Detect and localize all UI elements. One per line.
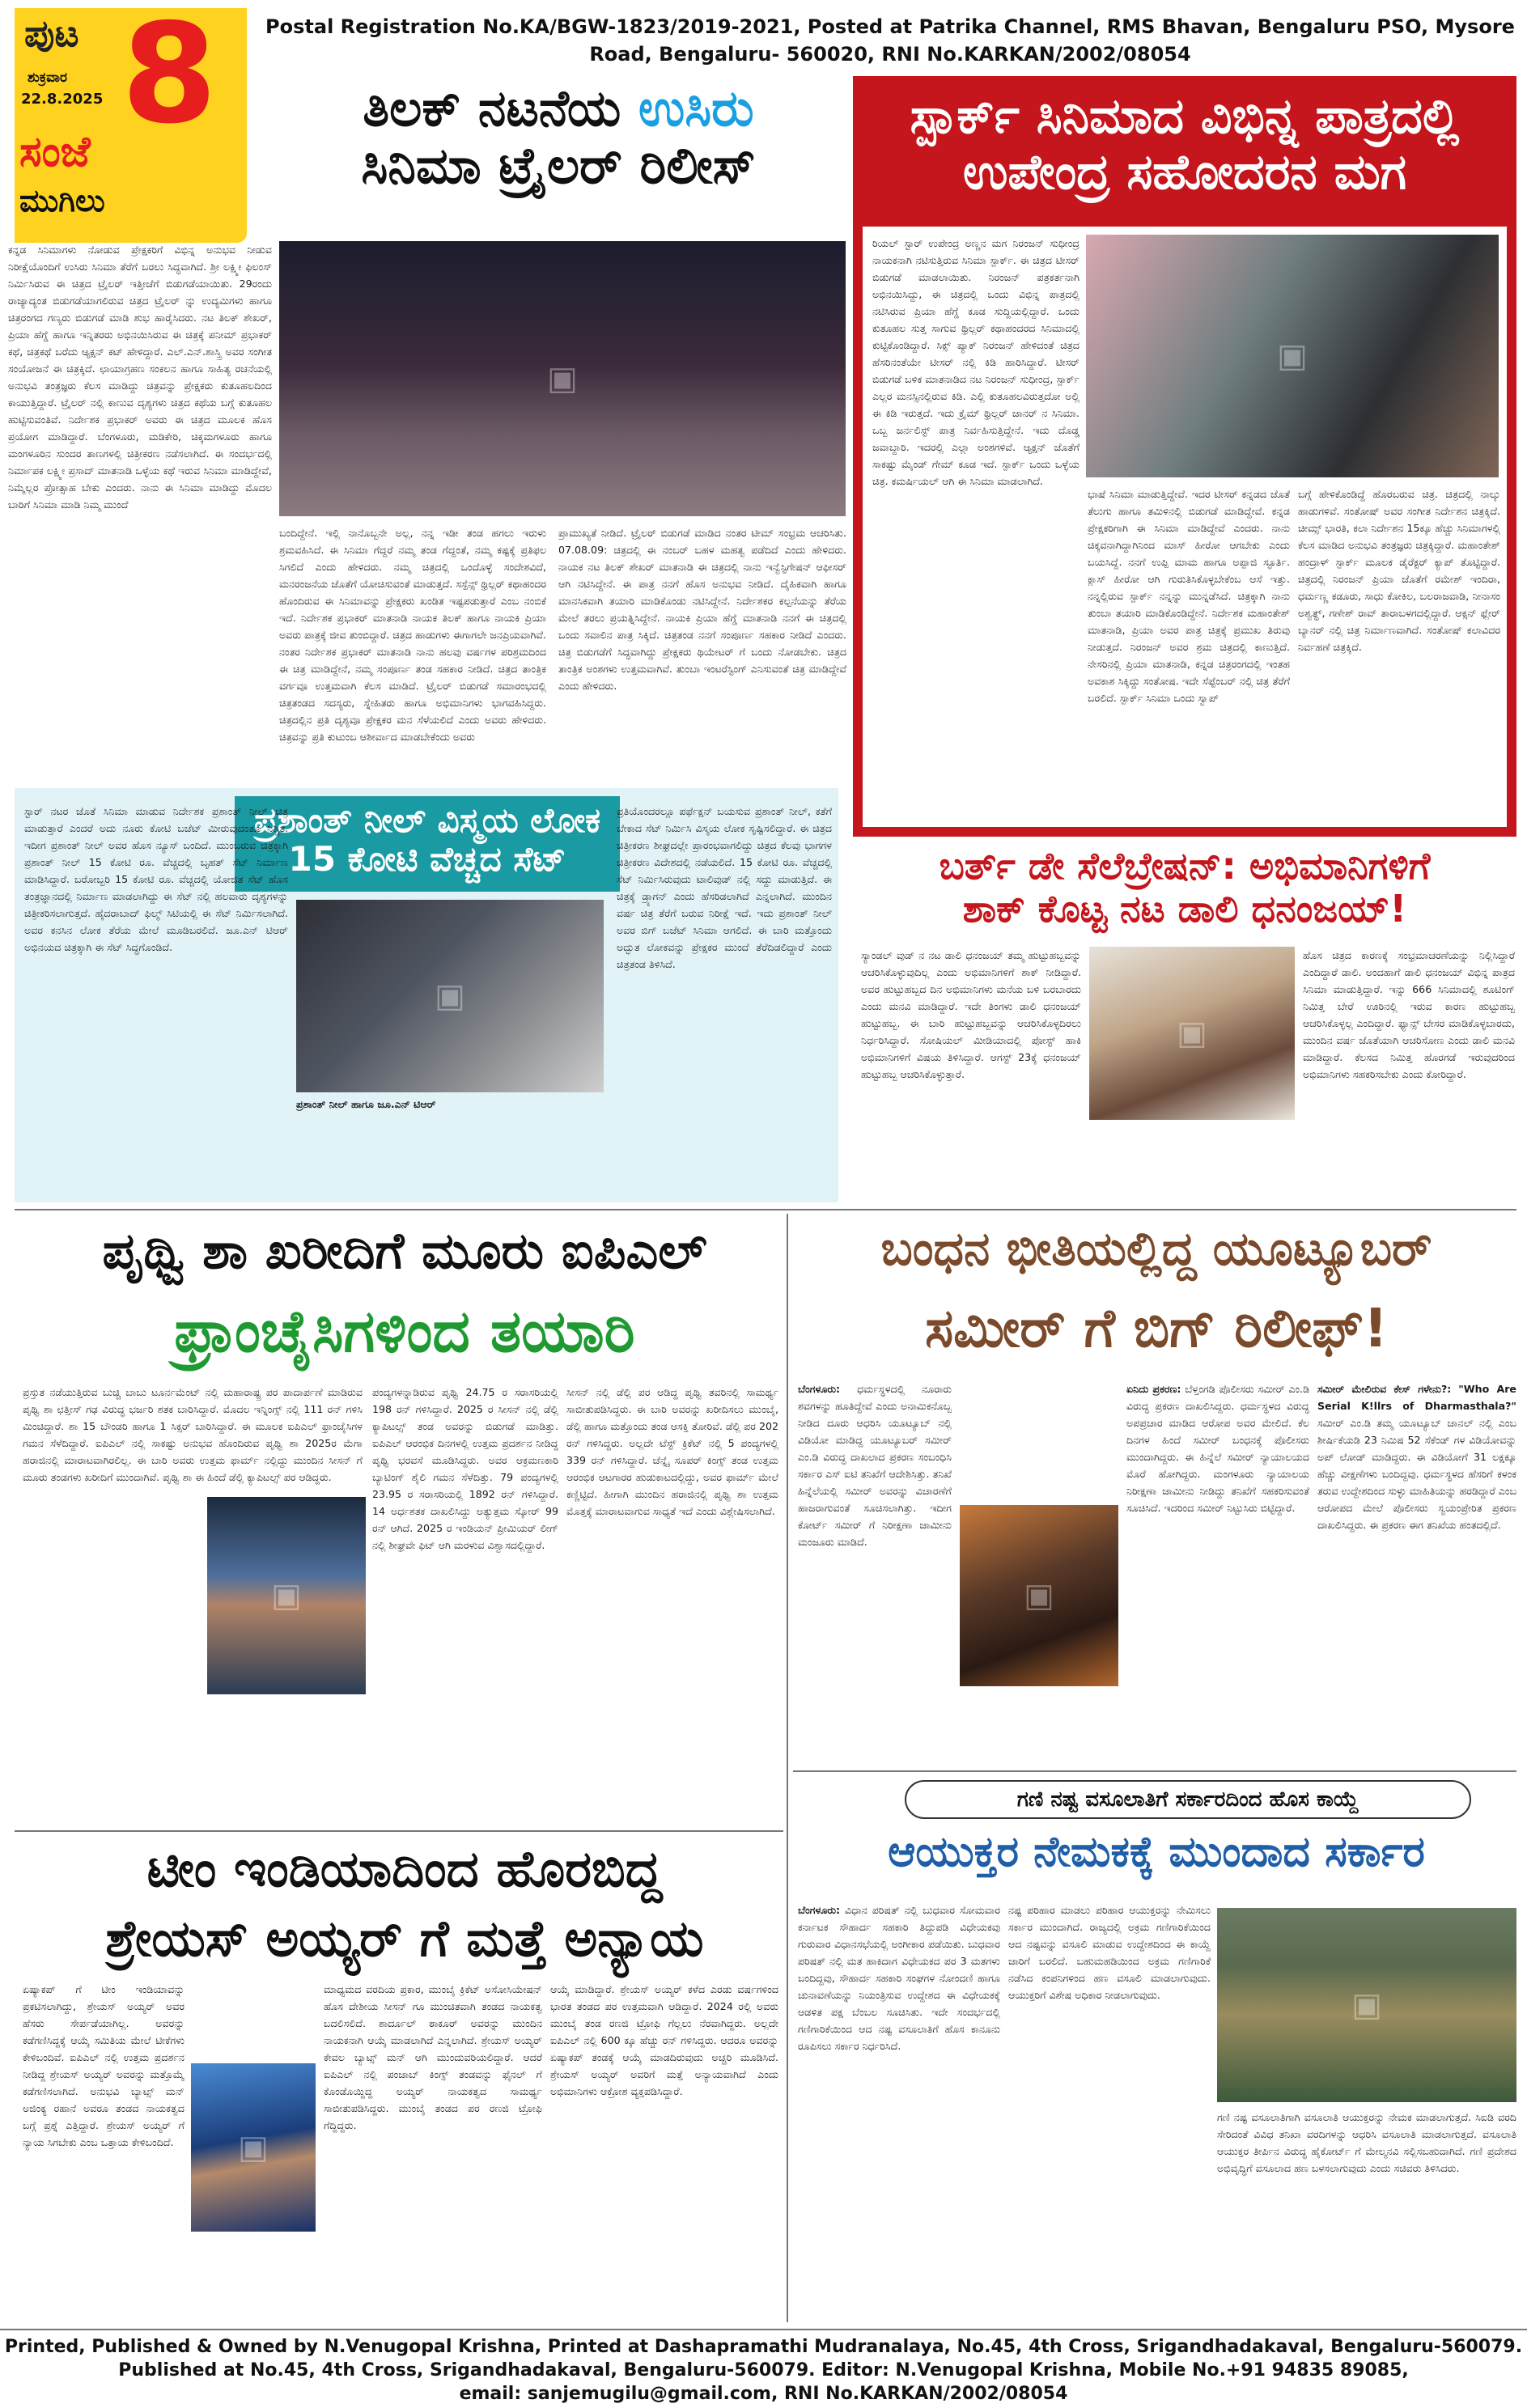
- sameer-headline-line1: ಬಂಧನ ಭೀತಿಯಲ್ಲಿದ್ದ ಯೂಟ್ಯೂಬರ್: [880, 1221, 1432, 1276]
- birthday-headline-line2: ಶಾಕ್ ಕೊಟ್ಟ ನಟ ಡಾಲಿ ಧನಂಜಯ್!: [962, 886, 1407, 931]
- spark-col1: ರಿಯಲ್ ಸ್ಟಾರ್ ಉಪೇಂದ್ರ ಅಣ್ಣನ ಮಗ ನಿರಂಜನ್ ಸುಧೀಂದ್ರ ನಾಯಕನಾಗಿ ನಟಿಸುತ್ತಿರುವ ಸಿನಿಮಾ ಸ್ಪಾರ್ಕ್. ಈ ಚಿತ್ರದ ಟೀಸರ್ ಬಿಡುಗಡೆ ಮಾಡಲಾಯಿತು. ನಿರಂಜನ್ ಪತ್ರಕರ್ತನಾಗಿ ಅಭಿನಯಿಸಿದ್ದು, ಈ ಚಿತ್ರದಲ್ಲಿ ಒಂದು ವಿಭಿನ್ನ ಪಾತ್ರದಲ್ಲಿ ನಟಿಸಿರುವ ಪ್ರಿಯಾ ಹೆಗ್ಡೆ ಕೂಡ ಸುದ್ದಿಯಲ್ಲಿದ್ದಾರೆ. ಒಂದು ಕುತೂಹಲ ಸುತ್ತ ಸಾಗುವ ಥ್ರಿಲ್ಲರ್ ಕಥಾಹಂದರದ ಸಿನಿಮಾದಲ್ಲಿ ಕುಟ್ಟಿಕೊಂಡಿದ್ದಾರೆ. ಸಿಕ್ಸ್ ಪ್ಯಾಕ್ ನಿರಂಜನ್ ಹೇಳಿದಂತೆ ಚಿತ್ರದ ಹೆಸರಿನಂತೆಯೇ ಟೀಸರ್ ನಲ್ಲಿ ಕಿಡಿ ಹಾರಿಸಿದ್ದಾರೆ. ಟೀಸರ್ ಬಿಡುಗಡೆ ಬಳಿಕ ಮಾತನಾಡಿದ ನಟ ನಿರಂಜನ್ ಸುಧೀಂದ್ರ, ಸ್ಪಾರ್ಕ್ ಎಲ್ಲರ ಮನಸ್ಸಿನಲ್ಲಿರುವ ಕಿಡಿ. ಎಲ್ಲಿ ಕುತೂಹಲವಿರುತ್ತದೋ ಅಲ್ಲಿ ಈ ಕಿಡಿ ಇರುತ್ತದೆ. ಇದು ಕ್ರೈಮ್ ಥ್ರಿಲ್ಲರ್ ಜಾನರ್ ನ ಸಿನಿಮಾ. ಒಬ್ಬ ಜರ್ನಲಿಸ್ಟ್ ಪಾತ್ರ ನಿರ್ವಹಿಸುತ್ತಿದ್ದೇನೆ. ಇದು ದೊಡ್ಡ ಜವಾಬ್ದಾರಿ. ಇದರಲ್ಲಿ ಎಲ್ಲಾ ಅಂಶಗಳಿವೆ. ಆ್ಯಕ್ಷನ್ ಜೊತೆಗೆ ಸಾಕಷ್ಟು ಮೈಂಡ್ ಗೇಮ್ ಕೂಡ ಇದೆ. ಸ್ಪಾರ್ಕ್ ಒಂದು ಒಳ್ಳೆಯ ಚಿತ್ರ. ಕಮರ್ಷಿಯಲ್ ಆಗಿ ಈ ಸಿನಿಮಾ ಮಾಡಲಾಗಿದೆ.: [872, 237, 1080, 487]
- footer-line3: email: sanjemugilu@gmail.com, RNI No.KARKAN/2002/08054: [459, 2384, 1068, 2404]
- prashanth-col1: ಸ್ಟಾರ್ ನಟರ ಜೊತೆ ಸಿನಿಮಾ ಮಾಡುವ ನಿರ್ದೇಶಕ ಪ್ರಶಾಂತ್ ನೀಲ್ ಚಿತ್ರ ಮಾಡುತ್ತಾರೆ ಎಂದರೆ ಅದು ನೂರು ಕೋಟಿ ಬಜೆಟ್ ಮೀರುವುದಂತೂ ನಿಶ್ಚಿತ. ಇದೀಗ ಪ್ರಶಾಂತ್ ನೀಲ್ ಅವರ ಹೊಸ ನ್ಯೂಸ್ ಬಂದಿದೆ. ಮುಂಬರುವ ಚಿತ್ರಕ್ಕಾಗಿ ಪ್ರಶಾಂತ್ ನೀಲ್ 15 ಕೋಟಿ ರೂ. ವೆಚ್ಚದಲ್ಲಿ ಬೃಹತ್ ಸೆಟ್ ನಿರ್ಮಾಣ ಮಾಡಿಸಿದ್ದಾರೆ. ಬರೋಬ್ಬರಿ 15 ಕೋಟಿ ರೂ. ವೆಚ್ಚದಲ್ಲಿ ಯೋಜಿತ ಸೆಟ್ ಹೊಸ ತಂತ್ರಜ್ಞಾನದಲ್ಲಿ ನಿರ್ಮಾಣ ಮಾಡಲಾಗಿದ್ದು ಈ ಸೆಟ್ ನಲ್ಲಿ ಹಲವಾರು ದೃಶ್ಯಗಳನ್ನು ಚಿತ್ರೀಕರಿಸಲಾಗುತ್ತದೆ. ಹೈದರಾಬಾದ್ ಫಿಲ್ಮ್ ಸಿಟಿಯಲ್ಲಿ ಈ ಸೆಟ್ ನಿರ್ಮಿಸಲಾಗಿದೆ. ಅವರ ಕನಸಿನ ಲೋಕ ತೆರೆಯ ಮೇಲೆ ಮೂಡಿಬರಲಿದೆ. ಜೂ.ಎನ್ ಟಿಆರ್ ಅಭಿನಯದ ಚಿತ್ರಕ್ಕಾಗಿ ಈ ಸೆಟ್ ಸಿದ್ಧಗೊಂಡಿದೆ.: [24, 805, 288, 953]
- prashanth-photo: [296, 900, 604, 1092]
- spark-col2: ಭಾಷೆ ಸಿನಿಮಾ ಮಾಡುತ್ತಿದ್ದೇವೆ. ಇದರ ಟೀಸರ್ ಕನ್ನಡದ ಜೊತೆ ತೆಲುಗು ಹಾಗೂ ತಮಿಳಿನಲ್ಲಿ ಬಿಡುಗಡೆ ಮಾಡಿದ್ದೇವೆ. ಕನ್ನಡ ಪ್ರೇಕ್ಷಕರಿಗಾಗಿ ಈ ಸಿನಿಮಾ ಮಾಡಿದ್ದೇವೆ ಎಂದರು. ನಾನು ಚಿಕ್ಕವನಾಗಿದ್ದಾಗಿನಿಂದ ಮಾಸ್ ಹೀರೋ ಆಗಬೇಕು ಎಂದು ಬಯಸಿದ್ದೆ. ನನಗೆ ಉಪ್ಪಿ ಮಾಮ ಹಾಗೂ ಅಪ್ಪಾಜಿ ಸ್ಫೂರ್ತಿ. ಕ್ಲಾಸ್ ಹೀರೋ ಆಗಿ ಗುರುತಿಸಿಕೊಳ್ಳಬೇಕೆಂಬ ಆಸೆ ಇತ್ತು. ನನ್ನಲ್ಲಿರುವ ಸ್ಪಾರ್ಕ್ ನನ್ನನ್ನು ಮುನ್ನಡೆಸಿದೆ. ಚಿತ್ರಕ್ಕಾಗಿ ನಾನು ತುಂಬಾ ತಯಾರಿ ಮಾಡಿಕೊಂಡಿದ್ದೇನೆ. ನಿರ್ದೇಶಕ ಮಹಾಂತೇಶ್ ಮಾತನಾಡಿ, ಪ್ರಿಯಾ ಅವರ ಪಾತ್ರ ಚಿತ್ರಕ್ಕೆ ಪ್ರಮುಖ ತಿರುವು ನೀಡುತ್ತದೆ. ನಿರಂಜನ್ ಅವರ ಶ್ರಮ ಚಿತ್ರದಲ್ಲಿ ಕಾಣುತ್ತಿದೆ. ನೇಸರಿನಲ್ಲಿ ಪ್ರಿಯಾ ಮಾತನಾಡಿ, ಕನ್ನಡ ಚಿತ್ರರಂಗದಲ್ಲಿ ಇಂತಹ ಅವಕಾಶ ಸಿಕ್ಕಿದ್ದು ಸಂತೋಷ. ಇದೇ ಸೆಪ್ಟೆಂಬರ್ ನಲ್ಲಿ ಚಿತ್ರ ತೆರೆಗೆ ಬರಲಿದೆ. ಸ್ಪಾರ್ಕ್ ಸಿನಿಮಾ ಒಂದು ಸ್ವಾಪ್: [1088, 488, 1290, 704]
- ayukta-headline: ಆಯುಕ್ತರ ನೇಮಕಕ್ಕೆ ಮುಂದಾದ ಸರ್ಕಾರ: [888, 1828, 1425, 1876]
- prithvi-headline-line2: ಫ್ರಾಂಚೈಸಿಗಳಿಂದ ತಯಾರಿ: [174, 1297, 635, 1365]
- assembly-photo: [1217, 1908, 1516, 2102]
- thilak-headline-line2: ಸಿನಿಮಾ ಟ್ರೈಲರ್ ರಿಲೀಸ್: [361, 136, 756, 196]
- prashanth-headline: [235, 796, 620, 892]
- ayukta-col2: ನಷ್ಟ ಪರಿಹಾರ ಮಾಡಲು ಪರಿಹಾರ ಆಯುಕ್ತರನ್ನು ನೇಮಿಸಲು ಸರ್ಕಾರ ಮುಂದಾಗಿದೆ. ರಾಜ್ಯದಲ್ಲಿ ಅಕ್ರಮ ಗಣಿಗಾರಿಕೆಯಿಂದ ಆದ ನಷ್ಟವನ್ನು ವಸೂಲಿ ಮಾಡುವ ಉದ್ದೇಶದಿಂದ ಈ ಕಾಯ್ದೆ ಜಾರಿಗೆ ಬರಲಿದೆ. ಬಹುಮಹಡಿಯಿಂದ ಅಕ್ರಮ ಗಣಿಗಾರಿಕೆ ನಡೆಸಿದ ಕಂಪನಿಗಳಿಂದ ಹಣ ವಸೂಲಿ ಮಾಡಲಾಗುವುದು. ಆಯುಕ್ತರಿಗೆ ವಿಶೇಷ ಅಧಿಕಾರ ನೀಡಲಾಗುವುದು.: [1008, 1904, 1211, 2001]
- thilak-headline: [267, 79, 850, 195]
- page-label: ಪುಟ: [24, 11, 79, 55]
- birthday-headline: [853, 845, 1516, 931]
- sameer-col1-text: ಧರ್ಮಸ್ಥಳದಲ್ಲಿ ನೂರಾರು ಶವಗಳನ್ನು ಹೂತಿದ್ದೇವೆ ಎಂದು ಅನಾಮಿಕನೊಬ್ಬ ನೀಡಿದ ದೂರು ಆಧರಿಸಿ ಯೂಟ್ಯೂಬ್ ನಲ್ಲಿ ವಿಡಿಯೋ ಮಾಡಿದ್ದ ಯೂಟ್ಯೂಬರ್ ಸಮೀರ್ ಎಂ.ಡಿ ವಿರುದ್ಧ ದಾಖಲಾದ ಪ್ರಕರಣ ಸಂಬಂಧಿಸಿ ಸರ್ಕಾರ ಎಸ್ ಐಟಿ ತನಿಖೆಗೆ ಆದೇಶಿಸಿತ್ತು. ತನಿಖೆ ಹಿನ್ನೆಲೆಯಲ್ಲಿ ಸಮೀರ್ ಅವರನ್ನು ವಿಚಾರಣೆಗೆ ಹಾಜರಾಗುವಂತೆ ಸೂಚಿಸಲಾಗಿತ್ತು. ಇದೀಗ ಕೋರ್ಟ್ ಸಮೀರ್ ಗೆ ನಿರೀಕ್ಷಣಾ ಜಾಮೀನು ಮಂಜೂರು ಮಾಡಿದೆ.: [798, 1383, 952, 1548]
- prithvi-col1: ಪ್ರಸ್ತುತ ನಡೆಯುತ್ತಿರುವ ಬುಚ್ಚಿ ಬಾಬು ಟೂರ್ನಮೆಂಟ್ ನಲ್ಲಿ ಮಹಾರಾಷ್ಟ್ರ ಪರ ಪಾದಾರ್ಪಣೆ ಮಾಡಿರುವ ಪೃಥ್ವಿ ಶಾ ಛತ್ತೀಸ್ ಗಢ ವಿರುದ್ಧ ಭರ್ಜರಿ ಶತಕ ಬಾರಿಸಿದ್ದಾರೆ. ಮೊದಲ ಇನ್ನಿಂಗ್ಸ್ ನಲ್ಲಿ 111 ರನ್ ಗಳಿಸಿ ಮಿಂಚಿದ್ದಾರೆ. ಶಾ 15 ಬೌಂಡರಿ ಹಾಗೂ 1 ಸಿಕ್ಸರ್ ಬಾರಿಸಿದ್ದಾರೆ. ಈ ಮೂಲಕ ಐಪಿಎಲ್ ಫ್ರಾಂಚೈಸಿಗಳ ಗಮನ ಸೆಳೆದಿದ್ದಾರೆ. ಐಪಿಎಲ್ ನಲ್ಲಿ ಸಾಕಷ್ಟು ಅನುಭವ ಹೊಂದಿರುವ ಪೃಥ್ವಿ ಶಾ 2025ರ ಮೆಗಾ ಹರಾಜಿನಲ್ಲಿ ಮಾರಾಟವಾಗಿರಲಿಲ್ಲ. ಈ ಬಾರಿ ಅವರು ಉತ್ತಮ ಫಾರ್ಮ್ ನಲ್ಲಿದ್ದು ಮುಂದಿನ ಸೀಸನ್ ಗೆ ಮೂರು ತಂಡಗಳು ಖರೀದಿಗೆ ಮುಂದಾಗಿವೆ. ಪೃಥ್ವಿ ಶಾ ಈ ಹಿಂದೆ ಡೆಲ್ಲಿ ಕ್ಯಾಪಿಟಲ್ಸ್ ಪರ ಆಡಿದ್ದರು.: [23, 1386, 363, 1483]
- sameer-col2: [1126, 1380, 1309, 1766]
- footer-line1: Printed, Published & Owned by N.Venugopal Krishna, Printed at Dashapramathi Mudranalaya, No.45, 4th Cross, Srigandhadakaval, Bengaluru-560079.: [4, 2337, 1523, 2357]
- sameer-col1-continued: [960, 1691, 1118, 1766]
- director-photo-icon: ▣: [435, 977, 465, 1015]
- ayukta-col1: [798, 1901, 1000, 2322]
- divider-vertical-bottom: [787, 1214, 788, 2322]
- cast-photo-icon: ▣: [1277, 337, 1308, 375]
- divider-right-lower: [793, 1770, 1516, 1772]
- sameer-col3-dateline: ಸಮೀರ್ ಮೇಲಿರುವ ಕೇಸ್ ಗಳೇನು?:: [1317, 1383, 1452, 1395]
- thilak-col2: ಬಂದಿದ್ದೇನೆ. ಇಲ್ಲಿ ನಾನೊಬ್ಬನೇ ಅಲ್ಲ, ನನ್ನ ಇಡೀ ತಂಡ ಹಗಲು ಇರುಳು ಶ್ರಮವಹಿಸಿದೆ. ಈ ಸಿನಿಮಾ ಗೆದ್ದರೆ ನಮ್ಮ ತಂಡ ಗೆದ್ದಂತೆ, ನಮ್ಮ ಕಷ್ಟಕ್ಕೆ ಪ್ರತಿಫಲ ಸಿಗಲಿದೆ ಎಂದು ಹೇಳಿದರು. ನಮ್ಮ ಚಿತ್ರದಲ್ಲಿ ಒಂದೊಳ್ಳೆ ಸಂದೇಶವಿದೆ, ಮನರಂಜನೆಯ ಜೊತೆಗೆ ಯೋಚಿಸುವಂತೆ ಮಾಡುತ್ತದೆ. ಸಸ್ಪೆನ್ಸ್ ಥ್ರಿಲ್ಲರ್ ಕಥಾಹಂದರ ಹೊಂದಿರುವ ಈ ಸಿನಿಮಾವನ್ನು ಪ್ರೇಕ್ಷಕರು ಖಂಡಿತ ಇಷ್ಟಪಡುತ್ತಾರೆ ಎಂಬ ನಂಬಿಕೆ ಇದೆ. ನಿರ್ದೇಶಕ ಪ್ರಭಾಕರ್ ಮಾತನಾಡಿ ನಾಯಕ ತಿಲಕ್ ಹಾಗೂ ನಾಯಕಿ ಪ್ರಿಯಾ ಅವರು ಪಾತ್ರಕ್ಕೆ ಜೀವ ತುಂಬಿದ್ದಾರೆ. ಚಿತ್ರದ ಹಾಡುಗಳು ಈಗಾಗಲೇ ಜನಪ್ರಿಯವಾಗಿವೆ. ನಂತರ ನಿರ್ದೇಶಕ ಪ್ರಭಾಕರ್ ಮಾತನಾಡಿ ನಾನು ಹಲವು ವರ್ಷಗಳ ಪರಿಶ್ರಮದಿಂದ ಈ ಚಿತ್ರ ಮಾಡಿದ್ದೇನೆ, ನಮ್ಮ ಸಂಪೂರ್ಣ ತಂಡ ಸಹಕಾರ ನೀಡಿದೆ. ಚಿತ್ರದ ತಾಂತ್ರಿಕ ವರ್ಗವೂ ಉತ್ತಮವಾಗಿ ಕೆಲಸ ಮಾಡಿದೆ. ಟ್ರೈಲರ್ ಬಿಡುಗಡೆ ಸಮಾರಂಭದಲ್ಲಿ ಚಿತ್ರತಂಡದ ಸದಸ್ಯರು, ಸ್ನೇಹಿತರು ಹಾಗೂ ಅಭಿಮಾನಿಗಳು ಭಾಗವಹಿಸಿದ್ದರು. ಚಿತ್ರದಲ್ಲಿನ ಪ್ರತಿ ದೃಶ್ಯವೂ ಪ್ರೇಕ್ಷಕರ ಮನ ಸೆಳೆಯಲಿದೆ ಎಂದು ಅವರು ಹೇಳಿದರು. ಚಿತ್ರವನ್ನು ಪ್ರತಿ ಕುಟುಂಬ ಆಶೀರ್ವಾದ ಮಾಡಬೇಕೆಂದು ಅವರು: [279, 527, 546, 743]
- shreyas-col1: ಏಷ್ಯಾಕಪ್ ಗೆ ಟೀಂ ಇಂಡಿಯಾವನ್ನು ಪ್ರಕಟಿಸಲಾಗಿದ್ದು, ಶ್ರೇಯಸ್ ಅಯ್ಯರ್ ಅವರ ಹೆಸರು ಸೇರ್ಪಡೆಯಾಗಿಲ್ಲ. ಅವರನ್ನು ಕಡೆಗಣಿಸಿದ್ದಕ್ಕೆ ಆಯ್ಕೆ ಸಮಿತಿಯ ಮೇಲೆ ಟೀಕೆಗಳು ಕೇಳಿಬಂದಿವೆ. ಐಪಿಎಲ್ ನಲ್ಲಿ ಉತ್ತಮ ಪ್ರದರ್ಶನ ನೀಡಿದ್ದ ಶ್ರೇಯಸ್ ಅಯ್ಯರ್ ಅವರನ್ನು ಮತ್ತೊಮ್ಮೆ ಕಡೆಗಣಿಸಲಾಗಿದೆ. ಅನುಭವಿ ಬ್ಯಾಟ್ಸ್ ಮನ್ ಅಜಿಂಕ್ಯ ರಹಾನೆ ಅವರೂ ತಂಡದ ನಾಯಕತ್ವದ ಬಗ್ಗೆ ಪ್ರಶ್ನೆ ಎತ್ತಿದ್ದಾರೆ. ಶ್ರೇಯಸ್ ಅಯ್ಯರ್ ಗೆ ನ್ಯಾಯ ಸಿಗಬೇಕು ಎಂಬ ಒತ್ತಾಯ ಕೇಳಿಬಂದಿದೆ.: [23, 1983, 185, 2148]
- ayukta-col1-text: ವಿಧಾನ ಪರಿಷತ್ ನಲ್ಲಿ ಬುಧವಾರ ಸೋಮವಾರ ಕರ್ನಾಟಕ ಸೌಹಾರ್ದ ಸಹಕಾರಿ ತಿದ್ದುಪಡಿ ವಿಧೇಯಕವು ಗುರುವಾರ ವಿಧಾನಸಭೆಯಲ್ಲಿ ಅಂಗೀಕಾರ ಪಡೆಯಿತು. ಬುಧವಾರ ಪರಿಷತ್ ನಲ್ಲಿ ಮತ ಹಾಕಿದಾಗ ವಿಧೇಯಕದ ಪರ 3 ಮತಗಳು ಬಂದಿದ್ದವು, ಸೌಹಾರ್ದ ಸಹಕಾರಿ ಸಂಘಗಳ ನೋಂದಣಿ ಹಾಗೂ ಚುನಾವಣೆಯನ್ನು ನಿಯಂತ್ರಿಸುವ ಉದ್ದೇಶದ ಈ ವಿಧೇಯಕಕ್ಕೆ ಆಡಳಿತ ಪಕ್ಷ ಬೆಂಬಲ ಸೂಚಿಸಿತು. ಇದೇ ಸಂದರ್ಭದಲ್ಲಿ ಗಣಿಗಾರಿಕೆಯಿಂದ ಆದ ನಷ್ಟ ವಸೂಲಾತಿಗೆ ಹೊಸ ಕಾನೂನು ರೂಪಿಸಲು ಸರ್ಕಾರ ನಿರ್ಧರಿಸಿದೆ.: [798, 1904, 1000, 2052]
- actor-photo-icon: ▣: [1177, 1015, 1207, 1052]
- cricketer-photo-icon: ▣: [271, 1577, 302, 1614]
- ayukta-col1-dateline: ಬೆಂಗಳೂರು:: [798, 1904, 841, 1916]
- divider-left-lower: [15, 1830, 783, 1832]
- dhananjay-photo: [1089, 947, 1295, 1120]
- prashanth-caption: ಪ್ರಶಾಂತ್ ನೀಲ್ ಹಾಗೂ ಜೂ.ಎನ್ ಟಿಆರ್: [296, 1098, 436, 1110]
- film-photo-icon: ▣: [547, 360, 578, 397]
- prashanth-col2: ಪ್ರತಿಯೊಂದರಲ್ಲೂ ಪರ್ಫೆಕ್ಷನ್ ಬಯಸುವ ಪ್ರಶಾಂತ್ ನೀಲ್, ಕತೆಗೆ ಬೇಕಾದ ಸೆಟ್ ನಿರ್ಮಿಸಿ ವಿಸ್ಮಯ ಲೋಕ ಸೃಷ್ಟಿಸಲಿದ್ದಾರೆ. ಈ ಚಿತ್ರದ ಚಿತ್ರೀಕರಣ ಶೀಘ್ರದಲ್ಲೇ ಪ್ರಾರಂಭವಾಗಲಿದ್ದು ಚಿತ್ರದ ಕೆಲವು ಭಾಗಗಳ ಚಿತ್ರೀಕರಣ ವಿದೇಶದಲ್ಲಿ ನಡೆಯಲಿದೆ. 15 ಕೋಟಿ ರೂ. ವೆಚ್ಚದಲ್ಲಿ ಸೆಟ್ ನಿರ್ಮಿಸಿರುವುದು ಟಾಲಿವುಡ್ ನಲ್ಲಿ ಸದ್ದು ಮಾಡುತ್ತಿದೆ. ಈ ಚಿತ್ರಕ್ಕೆ ಡ್ರ್ಯಾಗನ್ ಎಂದು ಹೆಸರಿಡಲಾಗಿದೆ ಎನ್ನಲಾಗಿದೆ. ಮುಂದಿನ ವರ್ಷ ಚಿತ್ರ ತೆರೆಗೆ ಬರುವ ನಿರೀಕ್ಷೆ ಇದೆ. ಇದು ಪ್ರಶಾಂತ್ ನೀಲ್ ಅವರ ಬಿಗ್ ಬಜೆಟ್ ಸಿನಿಮಾ ಆಗಲಿದೆ. ಈ ಬಾರಿ ಮತ್ತೊಂದು ಅದ್ಭುತ ಲೋಕವನ್ನು ಪ್ರೇಕ್ಷಕರ ಮುಂದೆ ತೆರೆದಿಡಲಿದ್ದಾರೆ ಎಂದು ಚಿತ್ರತಂಡ ತಿಳಿಸಿದೆ.: [617, 805, 832, 970]
- shreyas-col3: ಆಯ್ಕೆ ಮಾಡಿದ್ದಾರೆ. ಶ್ರೇಯಸ್ ಅಯ್ಯರ್ ಕಳೆದ ಎರಡು ವರ್ಷಗಳಿಂದ ಭಾರತ ತಂಡದ ಪರ ಉತ್ತಮವಾಗಿ ಆಡಿದ್ದಾರೆ. 2024 ರಲ್ಲಿ ಅವರು ಮುಂಬೈ ತಂಡ ರಣಜಿ ಟ್ರೋಫಿ ಗೆಲ್ಲಲು ನೆರವಾಗಿದ್ದರು. ಅಲ್ಲದೇ ಐಪಿಎಲ್ ನಲ್ಲಿ 600 ಕ್ಕೂ ಹೆಚ್ಚು ರನ್ ಗಳಿಸಿದ್ದರು. ಆದರೂ ಅವರನ್ನು ಏಷ್ಯಾಕಪ್ ತಂಡಕ್ಕೆ ಆಯ್ಕೆ ಮಾಡದಿರುವುದು ಅಚ್ಚರಿ ಮೂಡಿಸಿದೆ. ಶ್ರೇಯಸ್ ಅಯ್ಯರ್ ಅವರಿಗೆ ಮತ್ತೆ ಅನ್ಯಾಯವಾಗಿದೆ ಎಂದು ಅಭಿಮಾನಿಗಳು ಆಕ್ರೋಶ ವ್ಯಕ್ತಪಡಿಸಿದ್ದಾರೆ.: [550, 1983, 778, 2097]
- shreyas-col2: ಮಾಧ್ಯಮದ ವರದಿಯ ಪ್ರಕಾರ, ಮುಂಬೈ ಕ್ರಿಕೆಟ್ ಅಸೋಸಿಯೇಷನ್ ಹೊಸ ದೇಶೀಯ ಸೀಸನ್ ಗೂ ಮುಂಚಿತವಾಗಿ ತಂಡದ ನಾಯಕತ್ವ ಬದಲಿಸಲಿದೆ. ಶಾರ್ದೂಲ್ ಠಾಕೂರ್ ಅವರನ್ನು ಮುಂದಿನ ನಾಯಕನಾಗಿ ಆಯ್ಕೆ ಮಾಡಲಾಗಿದೆ ಎನ್ನಲಾಗಿದೆ. ಶ್ರೇಯಸ್ ಅಯ್ಯರ್ ಕೇವಲ ಬ್ಯಾಟ್ಸ್ ಮನ್ ಆಗಿ ಮುಂದುವರಿಯಲಿದ್ದಾರೆ. ಆದರೆ ಐಪಿಎಲ್ ನಲ್ಲಿ ಪಂಜಾಬ್ ಕಿಂಗ್ಸ್ ತಂಡವನ್ನು ಫೈನಲ್ ಗೆ ಕೊಂಡೊಯ್ದಿದ್ದ ಅಯ್ಯರ್ ನಾಯಕತ್ವದ ಸಾಮರ್ಥ್ಯ ಸಾಬೀತುಪಡಿಸಿದ್ದರು. ಮುಂಬೈ ತಂಡದ ಪರ ರಣಜಿ ಟ್ರೋಫಿ ಗೆದ್ದಿದ್ದರು.: [324, 1983, 542, 2131]
- ayukta-kicker: ಗಣಿ ನಷ್ಟ ವಸೂಲಾತಿಗೆ ಸರ್ಕಾರದಿಂದ ಹೊಸ ಕಾಯ್ದೆ: [905, 1780, 1471, 1819]
- page-number: 8: [121, 0, 218, 155]
- spark-cast-photo: [1086, 235, 1499, 477]
- postal-registration: Postal Registration No.KA/BGW-1823/2019-2021, Posted at Patrika Channel, RMS Bhavan, Bengaluru PSO, Mysore Road, Bengaluru- 560020, RNI No.KARKAN/2002/08054: [265, 15, 1515, 66]
- imprint-footer: [0, 2335, 1527, 2408]
- sameer-headline-line2: ಸಮೀರ್ ಗೆ ಬಿಗ್ ರಿಲೀಫ್!: [925, 1297, 1388, 1359]
- thilak-headline-highlight: ಉಸಿರು: [638, 78, 754, 138]
- shreyas-photo-icon: ▣: [238, 2129, 269, 2166]
- spark-headline-line2: ಉಪೇಂದ್ರ ಸಹೋದರನ ಮಗ: [962, 144, 1407, 201]
- sameer-col2-dateline: ಏನಿದು ಪ್ರಕರಣ:: [1126, 1383, 1181, 1395]
- thilak-col3: ಪ್ರಾಮುಖ್ಯತೆ ನೀಡಿದೆ. ಟ್ರೈಲರ್ ಬಿಡುಗಡೆ ಮಾಡಿದ ನಂತರ ಟೀಮ್ ಸಂಭ್ರಮ ಆಚರಿಸಿತು. 07.08.09: ಚಿತ್ರದಲ್ಲಿ ಈ ನಂಬರ್ ಬಹಳ ಮಹತ್ವ ಪಡೆದಿದೆ ಎಂದು ಹೇಳಿದರು. ನಾಯಕ ನಟ ತಿಲಕ್ ಶೇಖರ್ ಮಾತನಾಡಿ ಈ ಚಿತ್ರದಲ್ಲಿ ನಾನು ಇನ್ವೆಸ್ಟಿಗೇಷನ್ ಆಫೀಸರ್ ಆಗಿ ನಟಿಸಿದ್ದೇನೆ. ಈ ಪಾತ್ರ ನನಗೆ ಹೊಸ ಅನುಭವ ನೀಡಿದೆ. ದೈಹಿಕವಾಗಿ ಹಾಗೂ ಮಾನಸಿಕವಾಗಿ ತಯಾರಿ ಮಾಡಿಕೊಂಡು ನಟಿಸಿದ್ದೇನೆ. ನಿರ್ದೇಶಕರ ಕಲ್ಪನೆಯನ್ನು ತೆರೆಯ ಮೇಲೆ ತರಲು ಪ್ರಯತ್ನಿಸಿದ್ದೇನೆ. ನಾಯಕಿ ಪ್ರಿಯಾ ಹೆಗ್ಡೆ ಮಾತನಾಡಿ ನನಗೆ ಈ ಚಿತ್ರದಲ್ಲಿ ಒಂದು ಸವಾಲಿನ ಪಾತ್ರ ಸಿಕ್ಕಿದೆ. ಚಿತ್ರತಂಡ ನನಗೆ ಸಂಪೂರ್ಣ ಸಹಕಾರ ನೀಡಿದೆ ಎಂದರು. ಚಿತ್ರ ಬಿಡುಗಡೆಗೆ ಸಿದ್ಧವಾಗಿದ್ದು ಪ್ರೇಕ್ಷಕರು ಥಿಯೇಟರ್ ಗೆ ಬಂದು ನೋಡಬೇಕು. ಚಿತ್ರದ ತಾಂತ್ರಿಕ ಅಂಶಗಳು ಉತ್ತಮವಾಗಿವೆ. ತುಂಬಾ ಇಂಟರೆಸ್ಟಿಂಗ್ ಎನಿಸುವಂತೆ ಚಿತ್ರ ಮಾಡಿದ್ದೇವೆ ಎಂದು ಹೇಳಿದರು.: [558, 527, 846, 692]
- spark-col3: ಬಗ್ಗೆ ಹೇಳಿಕೊಂಡಿದ್ದೆ ಹೊರಬರುವ ಚಿತ್ರ. ಚಿತ್ರದಲ್ಲಿ ನಾಲ್ಕು ಹಾಡುಗಳಿವೆ. ಸಂತೋಷ್ ಅವರ ಸಂಗೀತ ನಿರ್ದೇಶನ ಚಿತ್ರಕ್ಕಿದೆ. ಚೀಮ್ಸ್ ಭಾರತಿ, ಕಲಾ ನಿರ್ದೇಶನ 15ಕ್ಕೂ ಹೆಚ್ಚು ಸಿನಿಮಾಗಳಲ್ಲಿ ಕೆಲಸ ಮಾಡಿದ ಅನುಭವಿ ತಂತ್ರಜ್ಞರು ಚಿತ್ರಕ್ಕಿದ್ದಾರೆ. ಮಹಾಂತೇಶ್ ಹಂದ್ರಾಳ್ ಸ್ಪಾರ್ಕ್ ಮೂಲಕ ಡೈರೆಕ್ಟರ್ ಕ್ಯಾಪ್ ತೊಟ್ಟಿದ್ದಾರೆ. ಚಿತ್ರದಲ್ಲಿ ನಿರಂಜನ್ ಪ್ರಿಯಾ ಜೊತೆಗೆ ರಮೇಶ್ ಇಂದಿರಾ, ಧರ್ಮಣ್ಣ ಕಡೂರು, ಸಾಧು ಕೋಕಿಲ, ಬಲರಾಜವಾಡಿ, ನೀನಾಸಂ ಅಶ್ವತ್ಥ್, ಗಣೇಶ್ ರಾವ್ ತಾರಾಬಳಗದಲ್ಲಿದ್ದಾರೆ. ಆಕ್ಸನ್ ಫ್ಲೇರ್ ಬ್ಯಾನರ್ ನಲ್ಲಿ ಚಿತ್ರ ನಿರ್ಮಾಣವಾಗಿದೆ. ಸಂತೋಷ್ ಕಲಾವಿದರ ನಿರ್ವಹಣೆ ಚಿತ್ರಕ್ಕಿದೆ.: [1298, 488, 1500, 653]
- issue-date: 22.8.2025: [21, 91, 104, 108]
- sameer-col1: [798, 1380, 952, 1766]
- shreyas-photo: [191, 2063, 316, 2232]
- sameer-col3-text: ಸಮೀರ್ ಎಂ.ಡಿ ತಮ್ಮ ಯೂಟ್ಯೂಬ್ ಚಾನಲ್ ನಲ್ಲಿ ಎಂಬ ಶೀರ್ಷಿಕೆಯಡಿ 23 ನಿಮಿಷ 52 ಸೆಕೆಂಡ್ ಗಳ ವಿಡಿಯೋವನ್ನು ಅಪ್ ಲೋಡ್ ಮಾಡಿದ್ದರು. ಈ ವಿಡಿಯೋಗೆ 31 ಲಕ್ಷಕ್ಕೂ ಹೆಚ್ಚು ವೀಕ್ಷಣೆಗಳು ಬಂದಿದ್ದವು. ಧರ್ಮಸ್ಥಳದ ಹೆಸರಿಗೆ ಕಳಂಕ ತರುವ ಉದ್ದೇಶದಿಂದ ಸುಳ್ಳು ಮಾಹಿತಿಯನ್ನು ಹರಡಿದ್ದಾರೆ ಎಂಬ ಆರೋಪದ ಮೇಲೆ ಪೊಲೀಸರು ಸ್ವಯಂಪ್ರೇರಿತ ಪ್ರಕರಣ ದಾಖಲಿಸಿದ್ದರು. ಈ ಪ್ರಕರಣ ಈಗ ತನಿಖೆಯ ಹಂತದಲ್ಲಿದೆ.: [1317, 1417, 1516, 1531]
- sameer-col3: [1317, 1380, 1516, 1766]
- sameer-photo: [960, 1505, 1118, 1686]
- prithvi-headline-line1: ಪೃಥ್ವಿ ಶಾ ಖರೀದಿಗೆ ಮೂರು ಐಪಿಎಲ್: [102, 1221, 707, 1280]
- prithvi-col3: ಸೀಸನ್ ನಲ್ಲಿ ಡೆಲ್ಲಿ ಪರ ಆಡಿದ್ದ ಪೃಥ್ವಿ ತವರಿನಲ್ಲಿ ಸಾಮರ್ಥ್ಯ ಸಾಬೀತುಪಡಿಸಿದ್ದರು. ಈ ಬಾರಿ ಅವರನ್ನು ಖರೀದಿಸಲು ಮುಂಬೈ, ಡೆಲ್ಲಿ ಹಾಗೂ ಮತ್ತೊಂದು ತಂಡ ಆಸಕ್ತಿ ತೋರಿವೆ. ಡೆಲ್ಲಿ ಪರ 202 ರನ್ ಗಳಿಸಿದ್ದರು. ಅಲ್ಲದೇ ಟೆಸ್ಟ್ ಕ್ರಿಕೆಟ್ ನಲ್ಲಿ 5 ಪಂದ್ಯಗಳಲ್ಲಿ 339 ರನ್ ಗಳಿಸಿದ್ದಾರೆ. ಚೆನ್ನೈ ಸೂಪರ್ ಕಿಂಗ್ಸ್ ತಂಡ ಉತ್ತಮ ಆರಂಭಿಕ ಆಟಗಾರರ ಹುಡುಕಾಟದಲ್ಲಿದ್ದು, ಅವರ ಫಾರ್ಮ್ ಮೇಲೆ ಕಣ್ಣಿಟ್ಟಿದೆ. ಹೀಗಾಗಿ ಮುಂದಿನ ಹರಾಜಿನಲ್ಲಿ ಪೃಥ್ವಿ ಶಾ ಉತ್ತಮ ಮೊತ್ತಕ್ಕೆ ಮಾರಾಟವಾಗುವ ಸಾಧ್ಯತೆ ಇದೆ ಎಂದು ವಿಶ್ಲೇಷಿಸಲಾಗಿದೆ.: [566, 1386, 778, 1517]
- shreyas-headline-line2: ಶ್ರೇಯಸ್ ಅಯ್ಯರ್ ಗೆ ಮತ್ತೆ ಅನ್ಯಾಯ: [105, 1909, 704, 1968]
- assembly-photo-icon: ▣: [1351, 1986, 1382, 2024]
- thilak-trailer-photo: [279, 241, 846, 516]
- prashanth-headline-line1: ಪ್ರಶಾಂತ್ ನೀಲ್ ವಿಸ್ಮಯ ಲೋಕ: [254, 800, 600, 840]
- birthday-headline-line1: ಬರ್ತ್ ಡೇ ಸೆಲೆಬ್ರೇಷನ್: ಅಭಿಮಾನಿಗಳಿಗೆ: [939, 844, 1431, 888]
- prithvi-col2: ಪಂದ್ಯಗಳನ್ನಾಡಿರುವ ಪೃಥ್ವಿ 24.75 ರ ಸರಾಸರಿಯಲ್ಲಿ 198 ರನ್ ಗಳಿಸಿದ್ದಾರೆ. 2025 ರ ಸೀಸನ್ ನಲ್ಲಿ ಡೆಲ್ಲಿ ಕ್ಯಾಪಿಟಲ್ಸ್ ತಂಡ ಅವರನ್ನು ಬಿಡುಗಡೆ ಮಾಡಿತ್ತು. ಐಪಿಎಲ್ ಆರಂಭಿಕ ದಿನಗಳಲ್ಲಿ ಉತ್ತಮ ಪ್ರದರ್ಶನ ನೀಡಿದ್ದ ಪೃಥ್ವಿ ಭರವಸೆ ಮೂಡಿಸಿದ್ದರು. ಅವರ ಆಕ್ರಮಣಕಾರಿ ಬ್ಯಾಟಿಂಗ್ ಶೈಲಿ ಗಮನ ಸೆಳೆದಿತ್ತು. 79 ಪಂದ್ಯಗಳಲ್ಲಿ 23.95 ರ ಸರಾಸರಿಯಲ್ಲಿ 1892 ರನ್ ಗಳಿಸಿದ್ದಾರೆ. 14 ಅರ್ಧಶತಕ ದಾಖಲಿಸಿದ್ದು ಅತ್ಯುತ್ತಮ ಸ್ಕೋರ್ 99 ರನ್ ಆಗಿದೆ. 2025 ರ ಇಂಡಿಯನ್ ಪ್ರೀಮಿಯರ್ ಲೀಗ್ ನಲ್ಲಿ ಶೀಘ್ರವೇ ಫಿಟ್ ಆಗಿ ಮರಳುವ ವಿಶ್ವಾಸದಲ್ಲಿದ್ದಾರೆ.: [372, 1386, 558, 1551]
- weekday: ಶುಕ್ರವಾರ: [28, 70, 67, 86]
- logo-sanje: ಸಂಜೆ: [19, 128, 91, 176]
- birthday-col2: ಹೊಸ ಚಿತ್ರದ ಕಾರಣಕ್ಕೆ ಸಂಭ್ರಮಾಚರಣೆಯನ್ನು ನಿಲ್ಲಿಸಿದ್ದಾರೆ ಎಂದಿದ್ದಾರೆ ಡಾಲಿ. ಅಂದಹಾಗೆ ಡಾಲಿ ಧನಂಜಯ್ ವಿಭಿನ್ನ ಪಾತ್ರದ ಸಿನಿಮಾ ಮಾಡುತ್ತಿದ್ದಾರೆ. ಇನ್ನು 666 ಸಿನಿಮಾದಲ್ಲಿ ಶೂಟಿಂಗ್ ನಿಮಿತ್ತ ಬೇರೆ ಊರಿನಲ್ಲಿ ಇರುವ ಕಾರಣ ಹುಟ್ಟುಹಬ್ಬ ಆಚರಿಸಿಕೊಳ್ಳಲ್ಲ ಎಂದಿದ್ದಾರೆ. ಫ್ಯಾನ್ಸ್ ಬೇಸರ ಮಾಡಿಕೊಳ್ಳಬಾರದು, ಮುಂದಿನ ವರ್ಷ ಜೊತೆಯಾಗಿ ಆಚರಿಸೋಣ ಎಂದು ಡಾಲಿ ಮನವಿ ಮಾಡಿದ್ದಾರೆ. ಕೆಲಸದ ನಿಮಿತ್ತ ಹೊರಗಡೆ ಇರುವುದರಿಂದ ಅಭಿಮಾನಿಗಳು ಸಹಕರಿಸಬೇಕು ಎಂದು ಕೋರಿದ್ದಾರೆ.: [1303, 949, 1515, 1080]
- youtuber-photo-icon: ▣: [1024, 1577, 1054, 1614]
- sameer-col2-text: ಬೆಳ್ತಂಗಡಿ ಪೊಲೀಸರು ಸಮೀರ್ ಎಂ.ಡಿ ವಿರುದ್ಧ ಪ್ರಕರಣ ದಾಖಲಿಸಿದ್ದರು. ಧರ್ಮಸ್ಥಳದ ವಿರುದ್ಧ ಅಪಪ್ರಚಾರ ಮಾಡಿದ ಆರೋಪ ಅವರ ಮೇಲಿದೆ. ಕೆಲ ದಿನಗಳ ಹಿಂದೆ ಸಮೀರ್ ಬಂಧನಕ್ಕೆ ಪೊಲೀಸರು ಮುಂದಾಗಿದ್ದರು. ಈ ಹಿನ್ನೆಲೆ ಸಮೀರ್ ನ್ಯಾಯಾಲಯದ ಮೊರೆ ಹೋಗಿದ್ದರು. ಮಂಗಳೂರು ನ್ಯಾಯಾಲಯ ನಿರೀಕ್ಷಣಾ ಜಾಮೀನು ನೀಡಿದ್ದು ತನಿಖೆಗೆ ಸಹಕರಿಸುವಂತೆ ಸೂಚಿಸಿದೆ. ಇದರಿಂದ ಸಮೀರ್ ನಿಟ್ಟುಸಿರು ಬಿಟ್ಟಿದ್ದಾರೆ.: [1126, 1383, 1309, 1514]
- sameer-video-title: "Who Are Serial K!llrs of Dharmasthala?": [1317, 1383, 1516, 1412]
- ayukta-col3: ಗಣಿ ನಷ್ಟ ವಸೂಲಾತಿಗಾಗಿ ವಸೂಲಾತಿ ಆಯುಕ್ತರನ್ನು ನೇಮಕ ಮಾಡಲಾಗುತ್ತದೆ. ಸಿಐಡಿ ವರದಿ ಸೇರಿದಂತೆ ವಿವಿಧ ತನಿಖಾ ವರದಿಗಳನ್ನು ಆಧರಿಸಿ ವಸೂಲಾತಿ ಮಾಡಲಾಗುತ್ತದೆ. ವಸೂಲಾತಿ ಆಯುಕ್ತರ ತೀರ್ಪಿನ ವಿರುದ್ಧ ಹೈಕೋರ್ಟ್ ಗೆ ಮೇಲ್ಮನವಿ ಸಲ್ಲಿಸಬಹುದಾಗಿದೆ. ಗಣಿ ಪ್ರದೇಶದ ಅಭಿವೃದ್ಧಿಗೆ ವಸೂಲಾದ ಹಣ ಬಳಸಲಾಗುವುದು ಎಂದು ಸಚಿವರು ತಿಳಿಸಿದರು.: [1217, 2111, 1516, 2174]
- thilak-col1: ಕನ್ನಡ ಸಿನಿಮಾಗಳು ನೋಡುವ ಪ್ರೇಕ್ಷಕರಿಗೆ ವಿಭಿನ್ನ ಅನುಭವ ನೀಡುವ ನಿರೀಕ್ಷೆಯೊಂದಿಗೆ ಉಸಿರು ಸಿನಿಮಾ ತೆರೆಗೆ ಬರಲು ಸಿದ್ಧವಾಗಿದೆ. ಶ್ರೀ ಲಕ್ಷ್ಮೀ ಫಿಲಂಸ್ ನಿರ್ಮಿಸಿರುವ ಈ ಚಿತ್ರದ ಟ್ರೈಲರ್ ಇತ್ತೀಚೆಗೆ ಬಿಡುಗಡೆಯಾಯಿತು. 29ರಂದು ರಾಜ್ಯಾದ್ಯಂತ ಬಿಡುಗಡೆಯಾಗಲಿರುವ ಚಿತ್ರದ ಟ್ರೈಲರ್ ನ್ನು ಉದ್ಯಮಿಗಳು ಹಾಗೂ ಚಿತ್ರರಂಗದ ಗಣ್ಯರು ಬಿಡುಗಡೆ ಮಾಡಿ ಶುಭ ಹಾರೈಸಿದರು. ನಟ ತಿಲಕ್ ಶೇಖರ್, ಪ್ರಿಯಾ ಹೆಗ್ಡೆ ಹಾಗೂ ಇನ್ನಿತರರು ಅಭಿನಯಿಸಿರುವ ಈ ಚಿತ್ರಕ್ಕೆ ಪನೀಮ್ ಪ್ರಭಾಕರ್ ಕಥೆ, ಚಿತ್ರಕಥೆ ಬರೆದು ಆ್ಯಕ್ಷನ್ ಕಟ್ ಹೇಳಿದ್ದಾರೆ. ಎಲ್.ಎನ್.ಶಾಸ್ತ್ರಿ ಅವರ ಸಂಗೀತ ಸಂಯೋಜನೆ ಈ ಚಿತ್ರಕ್ಕಿದೆ. ಛಾಯಾಗ್ರಹಣ ಸಂಕಲನ ಹಾಗೂ ಸಾಹಿತ್ಯ ರಚನೆಯಲ್ಲಿ ಅನುಭವಿ ತಂತ್ರಜ್ಞರು ಕೆಲಸ ಮಾಡಿದ್ದು ಚಿತ್ರವನ್ನು ಪ್ರೇಕ್ಷಕರು ಕುತೂಹಲದಿಂದ ಕಾಯುತ್ತಿದ್ದಾರೆ. ಟ್ರೈಲರ್ ನಲ್ಲಿ ಕಾಣುವ ದೃಶ್ಯಗಳು ಚಿತ್ರದ ಕಥೆಯ ಬಗ್ಗೆ ಕುತೂಹಲ ಹುಟ್ಟಿಸುವಂತಿವೆ. ನಿರ್ದೇಶಕ ಪ್ರಭಾಕರ್ ಅವರು ಈ ಚಿತ್ರದ ಮೂಲಕ ಹೊಸ ಪ್ರಯೋಗ ಮಾಡಿದ್ದಾರೆ. ಬೆಂಗಳೂರು, ಮಡಿಕೇರಿ, ಚಿಕ್ಕಮಗಳೂರು ಹಾಗೂ ಮಂಗಳೂರಿನ ಸುಂದರ ತಾಣಗಳಲ್ಲಿ ಚಿತ್ರೀಕರಣ ನಡೆಸಲಾಗಿದೆ. ಈ ಸಂದರ್ಭದಲ್ಲಿ ನಿರ್ಮಾಪಕ ಲಕ್ಷ್ಮೀ ಪ್ರಸಾದ್ ಮಾತನಾಡಿ ಒಳ್ಳೆಯ ಕಥೆ ಇರುವ ಸಿನಿಮಾ ಮಾಡಿದ್ದೇವೆ, ನಿಮ್ಮೆಲ್ಲರ ಪ್ರೋತ್ಸಾಹ ಬೇಕು ಎಂದರು. ನಾನು ಈ ಸಿನಿಮಾ ಮಾಡಿದ್ದು ಮೊದಲ ಬಾರಿಗೆ ಸಿನಿಮಾ ಮಾಡಿ ನಿಮ್ಮ ಮುಂದೆ: [8, 244, 272, 511]
- divider-footer: [0, 2329, 1527, 2330]
- sameer-col1-dateline: ಬೆಂಗಳೂರು:: [798, 1383, 841, 1395]
- logo-mugilu: ಮುಗಿಲು: [19, 183, 105, 218]
- spark-headline: [863, 79, 1507, 227]
- shreyas-headline-line1: ಟೀಂ ಇಂಡಿಯಾದಿಂದ ಹೊರಬಿದ್ದ: [146, 1839, 663, 1898]
- prashanth-headline-line2: 15 ಕೋಟಿ ವೆಚ್ಚದ ಸೆಟ್: [288, 839, 566, 880]
- spark-headline-line1: ಸ್ಪಾರ್ಕ್ ಸಿನಿಮಾದ ವಿಭಿನ್ನ ಪಾತ್ರದಲ್ಲಿ: [910, 88, 1460, 145]
- birthday-col1: ಸ್ಯಾಂಡಲ್ ವುಡ್ ನ ನಟ ಡಾಲಿ ಧನಂಜಯ್ ತಮ್ಮ ಹುಟ್ಟುಹಬ್ಬವನ್ನು ಆಚರಿಸಿಕೊಳ್ಳುವುದಿಲ್ಲ ಎಂದು ಅಭಿಮಾನಿಗಳಿಗೆ ಶಾಕ್ ನೀಡಿದ್ದಾರೆ. ಅವರ ಹುಟ್ಟುಹಬ್ಬದ ದಿನ ಅಭಿಮಾನಿಗಳು ಮನೆಯ ಬಳಿ ಬರಬಾರದು ಎಂದು ಮನವಿ ಮಾಡಿದ್ದಾರೆ. ಇದೇ ತಿಂಗಳು ಡಾಲಿ ಧನಂಜಯ್ ಹುಟ್ಟುಹಬ್ಬ. ಈ ಬಾರಿ ಹುಟ್ಟುಹಬ್ಬವನ್ನು ಆಚರಿಸಿಕೊಳ್ಳದಿರಲು ನಿರ್ಧರಿಸಿದ್ದಾರೆ. ಸೋಷಿಯಲ್ ಮೀಡಿಯಾದಲ್ಲಿ ಪೋಸ್ಟ್ ಹಾಕಿ ಅಭಿಮಾನಿಗಳಿಗೆ ವಿಷಯ ತಿಳಿಸಿದ್ದಾರೆ. ಆಗಸ್ಟ್ 23ಕ್ಕೆ ಧನಂಜಯ್ ಹುಟ್ಟುಹಬ್ಬ ಆಚರಿಸಿಕೊಳ್ಳುತ್ತಾರೆ.: [861, 949, 1081, 1080]
- divider-mid: [15, 1209, 1516, 1210]
- footer-line2: Published at No.45, 4th Cross, Srigandhadakaval, Bengaluru-560079. Editor: N.Venugopal Krishna, Mobile No.+91 94835 89085,: [118, 2360, 1409, 2380]
- thilak-headline-part1: ತಿಲಕ್ ನಟನೆಯ: [363, 78, 638, 138]
